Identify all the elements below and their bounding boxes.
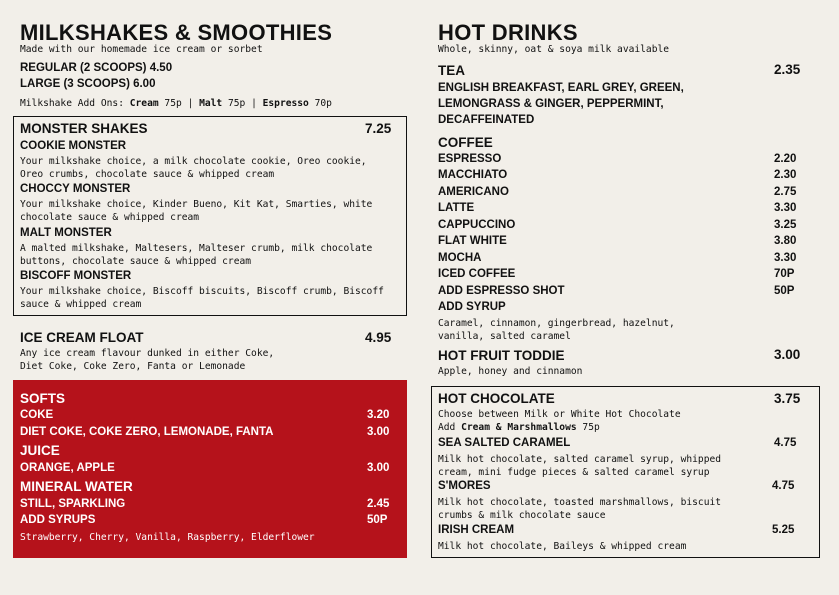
chocolate-desc: Choose between Milk or White Hot Chocolate	[438, 409, 681, 420]
tea-list: ENGLISH BREAKFAST, EARL GREY, GREEN,	[438, 82, 684, 94]
monster-item-name: BISCOFF MONSTER	[20, 270, 132, 282]
chocolate-item-name: SEA SALTED CARAMEL	[438, 437, 571, 449]
monster-item-desc: Your milkshake choice, a milk chocolate cookie, Oreo cookie,	[20, 156, 367, 167]
syrup-desc: vanilla, salted caramel	[438, 331, 571, 342]
chocolate-addon-label: Add	[438, 422, 462, 433]
addons-line	[20, 97, 332, 110]
chocolate-item-price: 5.25	[772, 524, 795, 536]
coffee-price: 3.30	[774, 252, 797, 264]
chocolate-item-price: 4.75	[772, 480, 795, 492]
syrups-desc: Strawberry, Cherry, Vanilla, Raspberry, Elderflower	[20, 532, 315, 543]
float-desc: Any ice cream flavour dunked in either Coke,	[20, 348, 275, 359]
regular-size: REGULAR (2 SCOOPS) 4.50	[20, 62, 173, 74]
syrup-desc: Caramel, cinnamon, gingerbread, hazelnut,	[438, 318, 675, 329]
juice-price: 3.00	[367, 462, 390, 474]
coffee-item: AMERICANO	[438, 186, 509, 198]
coffee-price: 3.80	[774, 235, 797, 247]
juice-item: ORANGE, APPLE	[20, 462, 115, 474]
juice-title: JUICE	[20, 443, 60, 458]
toddie-title: HOT FRUIT TODDIE	[438, 348, 565, 363]
softs-title: SOFTS	[20, 391, 66, 406]
coffee-item: MACCHIATO	[438, 169, 508, 181]
toddie-price: 3.00	[774, 347, 801, 362]
monster-item-desc: Your milkshake choice, Biscoff biscuits, Biscoff crumb, Biscoff	[20, 286, 384, 297]
water-title: MINERAL WATER	[20, 479, 133, 494]
coffee-item: ESPRESSO	[438, 153, 502, 165]
addon-espresso-price: 70p	[308, 98, 332, 109]
monster-item-desc: buttons, chocolate sauce & whipped cream	[20, 256, 252, 267]
float-price: 4.95	[365, 330, 392, 345]
monster-title: MONSTER SHAKES	[20, 121, 148, 136]
monster-item-desc: Oreo crumbs, chocolate sauce & whipped cream	[20, 169, 275, 180]
coffee-price: 3.30	[774, 202, 797, 214]
tea-price: 2.35	[774, 62, 801, 77]
monster-item-desc: Your milkshake choice, Kinder Bueno, Kit Kat, Smarties, white	[20, 199, 373, 210]
diet-coke-price: 3.00	[367, 426, 390, 438]
monster-price: 7.25	[365, 121, 392, 136]
coffee-price: 50P	[774, 285, 795, 297]
coffee-item: LATTE	[438, 202, 475, 214]
milkshakes-title: MILKSHAKES & SMOOTHIES	[20, 20, 333, 45]
chocolate-addon-price: 75p	[576, 422, 600, 433]
chocolate-item-desc: Milk hot chocolate, salted caramel syrup, whipped	[438, 454, 722, 465]
coffee-price: 3.25	[774, 219, 797, 231]
water-price: 2.45	[367, 498, 390, 510]
addon-cream-price: 75p |	[158, 98, 200, 109]
chocolate-title: HOT CHOCOLATE	[438, 391, 555, 406]
diet-coke-item: DIET COKE, COKE ZERO, LEMONADE, FANTA	[20, 426, 274, 438]
chocolate-item-desc: cream, mini fudge pieces & salted caramel syrup	[438, 467, 710, 478]
coffee-price: 2.20	[774, 153, 797, 165]
water-item: STILL, SPARKLING	[20, 498, 126, 510]
chocolate-item-desc: Milk hot chocolate, Baileys & whipped cream	[438, 541, 687, 552]
coffee-price: 70P	[774, 268, 795, 280]
add-syrup-title: ADD SYRUP	[438, 301, 506, 313]
coffee-title: COFFEE	[438, 135, 493, 150]
hot-drinks-subtitle: Whole, skinny, oat & soya milk available	[438, 44, 670, 55]
monster-item-desc: sauce & whipped cream	[20, 299, 142, 310]
chocolate-item-price: 4.75	[774, 437, 797, 449]
monster-item-desc: A malted milkshake, Maltesers, Malteser crumb, milk chocolate	[20, 243, 373, 254]
monster-item-name: MALT MONSTER	[20, 227, 112, 239]
addon-malt: Malt	[199, 98, 223, 109]
coffee-item: ICED COFFEE	[438, 268, 516, 280]
syrups-item: ADD SYRUPS	[20, 514, 96, 526]
coffee-item: CAPPUCCINO	[438, 219, 516, 231]
chocolate-addon	[438, 421, 600, 434]
chocolate-item-desc: Milk hot chocolate, toasted marshmallows, biscuit	[438, 497, 722, 508]
tea-list: LEMONGRASS & GINGER, PEPPERMINT,	[438, 98, 664, 110]
hot-drinks-title: HOT DRINKS	[438, 20, 578, 45]
coke-item: COKE	[20, 409, 54, 421]
syrups-price: 50P	[367, 514, 388, 526]
large-size: LARGE (3 SCOOPS) 6.00	[20, 78, 156, 90]
monster-item-desc: chocolate sauce & whipped cream	[20, 212, 200, 223]
coffee-price: 2.75	[774, 186, 797, 198]
coffee-item: FLAT WHITE	[438, 235, 507, 247]
chocolate-item-name: S'MORES	[438, 480, 491, 492]
addons-label: Milkshake Add Ons:	[20, 98, 130, 109]
milkshakes-subtitle: Made with our homemade ice cream or sorbet	[20, 44, 263, 55]
tea-list: DECAFFEINATED	[438, 114, 535, 126]
coffee-item: MOCHA	[438, 252, 482, 264]
chocolate-item-name: IRISH CREAM	[438, 524, 515, 536]
addon-malt-price: 75p |	[222, 98, 263, 109]
chocolate-price: 3.75	[774, 391, 801, 406]
chocolate-item-desc: crumbs & milk chocolate sauce	[438, 510, 606, 521]
addon-cream: Cream	[129, 98, 159, 109]
coffee-price: 2.30	[774, 169, 797, 181]
coffee-item: ADD ESPRESSO SHOT	[438, 285, 565, 297]
float-title: ICE CREAM FLOAT	[20, 330, 144, 345]
tea-title: TEA	[438, 63, 465, 78]
monster-item-name: COOKIE MONSTER	[20, 140, 127, 152]
chocolate-addon-item: Cream & Marshmallows	[461, 422, 577, 433]
addon-espresso: Espresso	[262, 98, 309, 109]
toddie-desc: Apple, honey and cinnamon	[438, 366, 583, 377]
float-desc: Diet Coke, Coke Zero, Fanta or Lemonade	[20, 361, 246, 372]
coke-price: 3.20	[367, 409, 390, 421]
monster-item-name: CHOCCY MONSTER	[20, 183, 131, 195]
